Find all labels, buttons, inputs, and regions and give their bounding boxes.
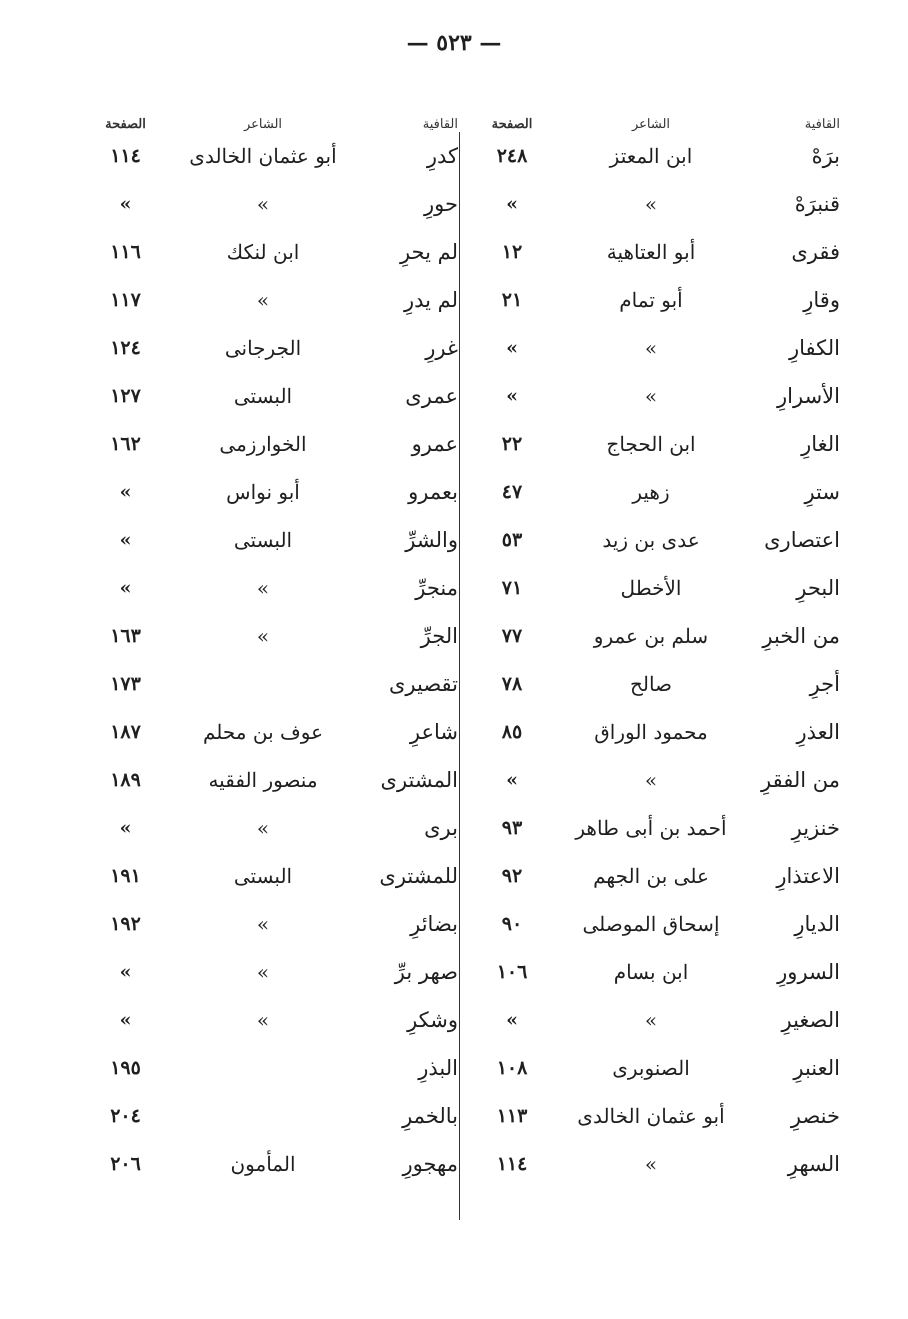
- poet-cell: ابن المعتز: [609, 144, 693, 168]
- poet-cell: ابن لنكك: [226, 240, 300, 264]
- page-cell: ١١٧: [110, 289, 141, 311]
- rhyme-cell: برى: [424, 816, 458, 840]
- rhyme-cell: فقرى: [791, 240, 840, 264]
- page-cell: ١١٦: [110, 241, 141, 263]
- index-row: [462, 708, 840, 756]
- index-row: [462, 948, 840, 996]
- poet-cell: عوف بن محلم: [202, 720, 324, 744]
- index-row: [462, 1092, 840, 1140]
- rhyme-cell: قنبرَهْ: [794, 192, 840, 216]
- rhyme-cell: مهجورِ: [402, 1152, 458, 1176]
- rhyme-cell: بضائرِ: [410, 912, 458, 936]
- rhyme-cell: لم يحرِ: [399, 240, 458, 264]
- page-cell: ١٢٧: [110, 385, 141, 407]
- rhyme-header: القافية: [804, 117, 840, 132]
- rhyme-cell: للمشترى: [379, 864, 458, 888]
- poet-cell: »: [256, 960, 270, 984]
- page-cell: ١٠٦: [496, 961, 528, 983]
- index-row: [88, 180, 458, 228]
- page-cell: ١١٤: [496, 1153, 528, 1175]
- poet-cell: ابن الحجاج: [606, 432, 696, 456]
- page-cell: »: [119, 961, 132, 983]
- index-row: [88, 756, 458, 804]
- index-row: [88, 372, 458, 420]
- index-row: [88, 996, 458, 1044]
- index-row: [88, 1140, 458, 1188]
- poet-cell: »: [256, 816, 270, 840]
- poet-header: الشاعر: [243, 117, 283, 132]
- index-row: [88, 612, 458, 660]
- page-cell: ٧٧: [501, 625, 523, 647]
- rhyme-cell: بعمرو: [408, 480, 458, 504]
- poet-cell: ابن بسام: [613, 960, 689, 984]
- page-cell: ٢٠٦: [110, 1153, 141, 1175]
- poet-header: الشاعر: [631, 117, 671, 132]
- poet-cell: »: [644, 768, 658, 792]
- page-cell: »: [119, 817, 132, 839]
- poet-cell: سلم بن عمرو: [593, 624, 709, 648]
- rhyme-cell: الاعتذارِ: [776, 864, 840, 888]
- rhyme-cell: حورِ: [424, 192, 458, 216]
- page-cell: »: [119, 577, 132, 599]
- rhyme-cell: صهر برِّ: [394, 960, 458, 984]
- index-row: [462, 660, 840, 708]
- page-cell: ١٩٥: [110, 1057, 141, 1079]
- index-row: [88, 900, 458, 948]
- index-row: [88, 948, 458, 996]
- poet-cell: »: [644, 384, 658, 408]
- rhyme-cell: اعتصارى: [764, 528, 840, 552]
- index-row: [462, 276, 840, 324]
- index-row: [462, 372, 840, 420]
- rhyme-header: القافية: [422, 117, 458, 132]
- left-rows: [88, 132, 458, 1188]
- page-cell: ٢٠٤: [110, 1105, 141, 1127]
- index-row: [462, 228, 840, 276]
- page-cell: ١٦٣: [110, 625, 141, 647]
- index-row: [88, 276, 458, 324]
- page-cell: ٤٧: [501, 481, 523, 503]
- index-row: [88, 1092, 458, 1140]
- page-number: — ٥٢٣ —: [406, 30, 502, 56]
- poet-cell: »: [256, 624, 270, 648]
- poet-cell: أحمد بن أبى طاهر: [575, 816, 727, 840]
- poet-cell: البستى: [233, 384, 293, 408]
- index-row: [462, 756, 840, 804]
- rhyme-cell: الأسرارِ: [777, 384, 840, 408]
- index-row: [88, 660, 458, 708]
- rhyme-cell: كدرِ: [426, 144, 458, 168]
- page-cell: »: [506, 769, 518, 791]
- index-row: [88, 852, 458, 900]
- poet-cell: منصور الفقيه: [208, 768, 318, 792]
- index-row: [88, 468, 458, 516]
- rhyme-cell: المشترى: [380, 768, 458, 792]
- rhyme-cell: لم يدرِ: [403, 288, 458, 312]
- rhyme-cell: والشرِّ: [405, 528, 458, 552]
- right-rows: [462, 132, 840, 1188]
- rhyme-cell: غررِ: [425, 336, 458, 360]
- index-row: [462, 132, 840, 180]
- poet-cell: »: [256, 912, 270, 936]
- index-row: [88, 420, 458, 468]
- rhyme-cell: السرورِ: [777, 960, 840, 984]
- index-row: [462, 1044, 840, 1092]
- index-row: [462, 420, 840, 468]
- poet-cell: الأخطل: [620, 576, 682, 600]
- index-row: [462, 804, 840, 852]
- page-header: الصفحة: [105, 117, 146, 132]
- rhyme-cell: برَهْ: [811, 144, 840, 168]
- rhyme-cell: العنبرِ: [793, 1056, 840, 1080]
- rhyme-cell: البحرِ: [796, 576, 840, 600]
- poet-cell: محمود الوراق: [594, 720, 708, 744]
- poet-cell: صالح: [629, 672, 673, 696]
- rhyme-cell: تقصيرى: [388, 672, 458, 696]
- page-cell: ٧٨: [501, 673, 523, 695]
- index-row: [88, 132, 458, 180]
- index-row: [462, 516, 840, 564]
- page-cell: ٨٥: [501, 721, 523, 743]
- poet-cell: إسحاق الموصلى: [582, 912, 720, 936]
- index-row: [462, 612, 840, 660]
- page-cell: ١٢: [501, 241, 523, 263]
- poet-cell: زهير: [632, 480, 670, 504]
- poet-cell: أبو عثمان الخالدى: [577, 1104, 725, 1128]
- poet-cell: الصنوبرى: [612, 1056, 690, 1080]
- index-row: [462, 900, 840, 948]
- poet-cell: الجرجانى: [224, 336, 302, 360]
- index-row: [88, 804, 458, 852]
- page-cell: ١٩١: [110, 865, 141, 887]
- rhyme-cell: خنزيرِ: [791, 816, 840, 840]
- page-cell: ٩٠: [501, 913, 523, 935]
- rhyme-cell: الديارِ: [794, 912, 840, 936]
- page-cell: ٢٢: [501, 433, 523, 455]
- rhyme-cell: الصغيرِ: [781, 1008, 840, 1032]
- poet-cell: »: [644, 1008, 658, 1032]
- page-cell: ٩٣: [501, 817, 523, 839]
- index-row: [88, 1044, 458, 1092]
- index-row: [462, 324, 840, 372]
- page-header: الصفحة: [491, 117, 533, 132]
- page-cell: ١٩٢: [110, 913, 141, 935]
- poet-cell: عدى بن زيد: [602, 528, 700, 552]
- column-divider: [459, 132, 460, 1220]
- page-cell: ٢١: [501, 289, 523, 311]
- rhyme-cell: السهرِ: [787, 1152, 840, 1176]
- poet-cell: الخوارزمى: [219, 432, 307, 456]
- index-row: [88, 324, 458, 372]
- page-cell: ١٨٧: [110, 721, 141, 743]
- rhyme-cell: سترِ: [804, 480, 840, 504]
- index-row: [462, 180, 840, 228]
- rhyme-cell: البذرِ: [418, 1056, 458, 1080]
- page-cell: ١٦٢: [110, 433, 141, 455]
- index-row: [88, 564, 458, 612]
- rhyme-cell: بالخمرِ: [402, 1104, 458, 1128]
- page-cell: »: [119, 481, 132, 503]
- index-row: [88, 228, 458, 276]
- poet-cell: أبو عثمان الخالدى: [189, 144, 337, 168]
- rhyme-cell: وشكرِ: [407, 1008, 458, 1032]
- right-index-column: [462, 100, 840, 1188]
- poet-cell: البستى: [233, 528, 293, 552]
- index-row: [462, 852, 840, 900]
- index-row: [462, 1140, 840, 1188]
- index-row: [88, 708, 458, 756]
- index-row: [462, 996, 840, 1044]
- rhyme-cell: خنصرِ: [790, 1104, 840, 1128]
- page-cell: ٥٣: [501, 529, 523, 551]
- rhyme-cell: الجرِّ: [420, 624, 458, 648]
- poet-cell: أبو تمام: [619, 288, 683, 312]
- rhyme-cell: عمرو: [411, 432, 458, 456]
- page-cell: ١٧٣: [110, 673, 141, 695]
- rhyme-cell: عمرى: [405, 384, 458, 408]
- poet-cell: »: [256, 288, 270, 312]
- column-header-row: [462, 100, 840, 132]
- column-header-row: [88, 100, 458, 132]
- rhyme-cell: الكفارِ: [789, 336, 840, 360]
- rhyme-cell: العذرِ: [796, 720, 840, 744]
- poet-cell: أبو العتاهية: [606, 240, 696, 264]
- poet-cell: »: [256, 576, 270, 600]
- rhyme-cell: أجرِ: [809, 672, 840, 696]
- page-cell: »: [119, 193, 132, 215]
- page-cell: »: [119, 1009, 132, 1031]
- page-cell: »: [506, 337, 518, 359]
- rhyme-cell: الغارِ: [801, 432, 840, 456]
- rhyme-cell: وقارِ: [803, 288, 840, 312]
- page-cell: »: [506, 193, 518, 215]
- page-cell: ١٠٨: [496, 1057, 528, 1079]
- rhyme-cell: من الفقرِ: [761, 768, 840, 792]
- page-cell: »: [119, 529, 132, 551]
- poet-cell: »: [256, 1008, 270, 1032]
- poet-cell: أبو نواس: [226, 480, 300, 504]
- page-cell: »: [506, 385, 518, 407]
- poet-cell: على بن الجهم: [593, 864, 709, 888]
- rhyme-cell: منجرِّ: [415, 576, 458, 600]
- rhyme-cell: من الخبرِ: [762, 624, 840, 648]
- page-cell: ٩٢: [501, 865, 523, 887]
- poet-cell: المأمون: [230, 1152, 296, 1176]
- poet-cell: »: [644, 1152, 658, 1176]
- page-cell: »: [506, 1009, 518, 1031]
- page-cell: ١٨٩: [110, 769, 141, 791]
- poet-cell: »: [644, 192, 658, 216]
- left-index-column: [88, 100, 458, 1188]
- poet-cell: »: [256, 192, 270, 216]
- poet-cell: البستى: [233, 864, 293, 888]
- poet-cell: »: [644, 336, 658, 360]
- index-row: [462, 468, 840, 516]
- index-row: [462, 564, 840, 612]
- page-cell: ١١٤: [110, 145, 141, 167]
- page-cell: ٢٤٨: [496, 145, 528, 167]
- index-row: [88, 516, 458, 564]
- page-cell: ١١٣: [496, 1105, 528, 1127]
- rhyme-cell: شاعرِ: [409, 720, 458, 744]
- page-cell: ١٢٤: [110, 337, 141, 359]
- page-cell: ٧١: [501, 577, 523, 599]
